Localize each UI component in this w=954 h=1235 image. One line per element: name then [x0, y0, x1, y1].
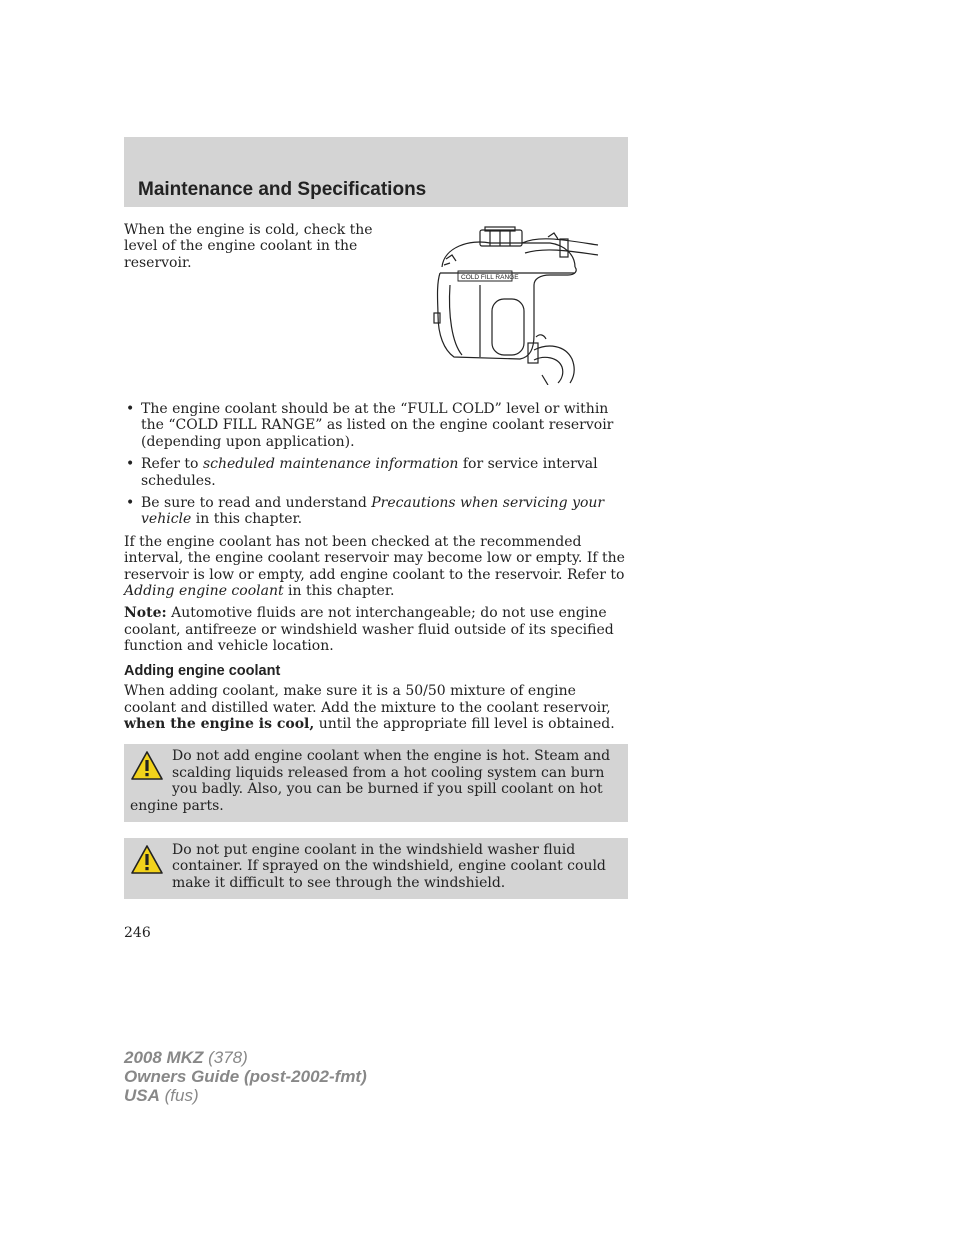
footer-line-guide: Owners Guide (post-2002-fmt)	[124, 1067, 367, 1086]
coolant-reservoir-illustration	[430, 225, 600, 385]
section-header	[124, 137, 628, 207]
subheading-adding-coolant: Adding engine coolant	[124, 662, 281, 679]
intro-paragraph: When the engine is cold, check the level of the engine coolant in the reservoir.	[124, 222, 373, 271]
coolant-check-paragraph: If the engine coolant has not been checked at the recommended interval, the engine coolant reservoir may become low or empty. If the reservoir is low or empty, add engine coolant to the reservoir. Refer to Adding engine coolant in this chapter.	[124, 533, 625, 600]
adding-coolant-paragraph: When adding coolant, make sure it is a 50/50 mixture of engine coolant and distilled water. Add the mixture to the coolant reservoir, when the engine is cool, until the appropriate fill level is obtained.	[124, 683, 615, 732]
cross-reference: scheduled maintenance information	[202, 456, 459, 473]
warning-text: Do not add engine coolant when the engine is hot. Steam and scalding liquids released from a hot cooling system can burn you badly. Also, you can be burned if you spill coolant on hot engine parts.	[130, 748, 611, 814]
footer-line-model: 2008 MKZ (378)	[124, 1048, 248, 1067]
footer-line-region: USA (fus)	[124, 1086, 199, 1105]
warning-box	[124, 838, 628, 899]
cold-fill-range-label: COLD FILL RANGE	[461, 274, 519, 281]
warning-triangle-icon	[130, 844, 164, 876]
document-footer	[124, 1048, 367, 1105]
list-item: • Refer to scheduled maintenance information for service interval schedules.	[124, 456, 628, 489]
main-content	[124, 401, 628, 899]
warning-box	[124, 744, 628, 822]
list-item: • The engine coolant should be at the “FULL COLD” level or within the “COLD FILL RANGE” as listed on the engine coolant reservoir (depending upon application).	[124, 401, 628, 450]
page-number: 246	[124, 925, 151, 941]
cross-reference: Adding engine coolant	[124, 583, 284, 600]
note-paragraph: Note: Automotive fluids are not interchangeable; do not use engine coolant, antifreeze or windshield washer fluid outside of its specified function and vehicle location.	[124, 605, 614, 655]
cross-reference: Precautions when servicing your vehicle	[141, 495, 605, 528]
note-label: Note:	[124, 605, 167, 622]
section-title: Maintenance and Specifications	[138, 179, 427, 200]
list-item: • Be sure to read and understand Precautions when servicing your vehicle in this chapter.	[124, 495, 628, 528]
warning-triangle-icon	[130, 750, 164, 782]
bullet-list	[124, 401, 628, 528]
warning-text: Do not put engine coolant in the windshield washer fluid container. If sprayed on the windshield, engine coolant could make it difficult to see through the windshield.	[172, 841, 606, 891]
